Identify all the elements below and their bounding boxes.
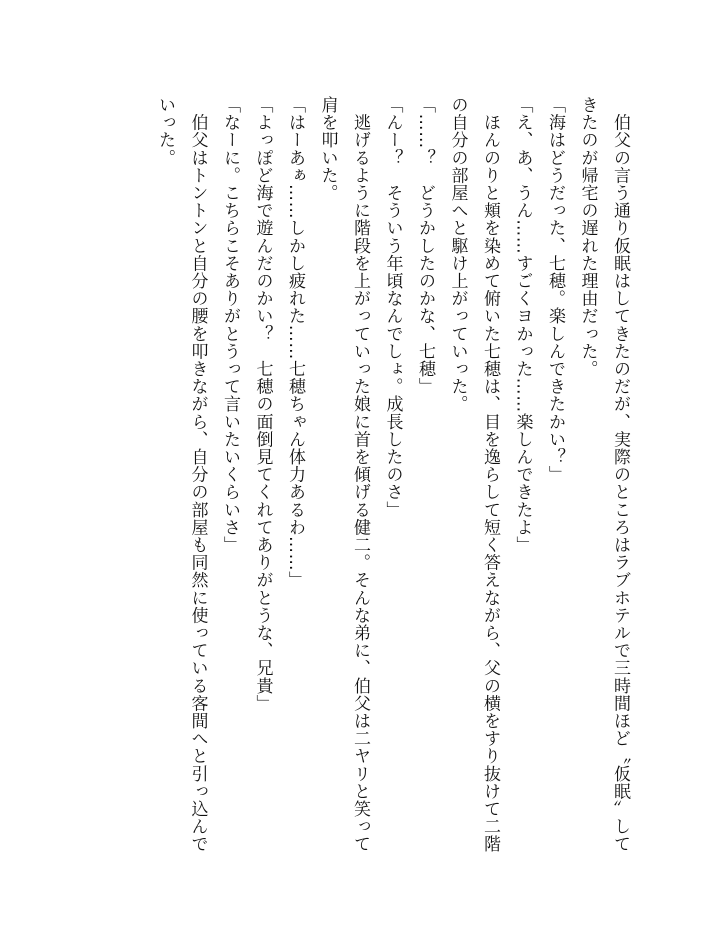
text-line-12: 「よっぽど海で遊んだのかい？ 七穂の面倒見てくれてありがとうな、兄貴」: [252, 96, 273, 712]
text-line-13: 「なーに。こちらこそありがとうって言いたいくらいさ」: [220, 96, 240, 554]
text-line-15: いった。: [155, 96, 175, 167]
text-line-4: 「え、あ、うん……すごくヨかった……楽しんできたよ」: [512, 96, 533, 554]
text-line-10: 肩を叩いた。: [317, 96, 338, 202]
text-line-9: 逃げるように階段を上がっていった娘に首を傾げる健二。そんな弟に、伯父は二ヤリと笑って: [350, 96, 370, 853]
novel-text: [149, 96, 637, 856]
text-line-14: 伯父はトントンと自分の腰を叩きながら、自分の部屋も同然に使っている客間へと引っ込んで: [187, 96, 208, 853]
text-line-2: きたのが帰宅の遅れた理由だった。: [577, 96, 598, 378]
text-line-1: 伯父の言う通り仮眠はしてきたのだが、実際のところはラブホテルで三時間ほど〝仮眠〟して: [610, 96, 630, 853]
text-line-5: ほんのりと頬を染めて俯いた七穂は、目を逸らして短く答えながら、父の横をすり抜けて二階: [480, 96, 500, 853]
text-line-7: 「……？ どうかしたのかな、七穂」: [415, 96, 435, 396]
text-line-3: 「海はどうだった、七穂。楽しんできたかい？」: [545, 96, 565, 484]
text-line-6: の自分の部屋へと駆け上がっていった。: [447, 96, 468, 413]
text-line-11: 「はーあぁ……しかし疲れた……七穂ちゃん体力あるわ……」: [285, 96, 305, 589]
text-line-8: 「んー？ そういう年頃なんでしょ。成長したのさ」: [382, 96, 403, 519]
